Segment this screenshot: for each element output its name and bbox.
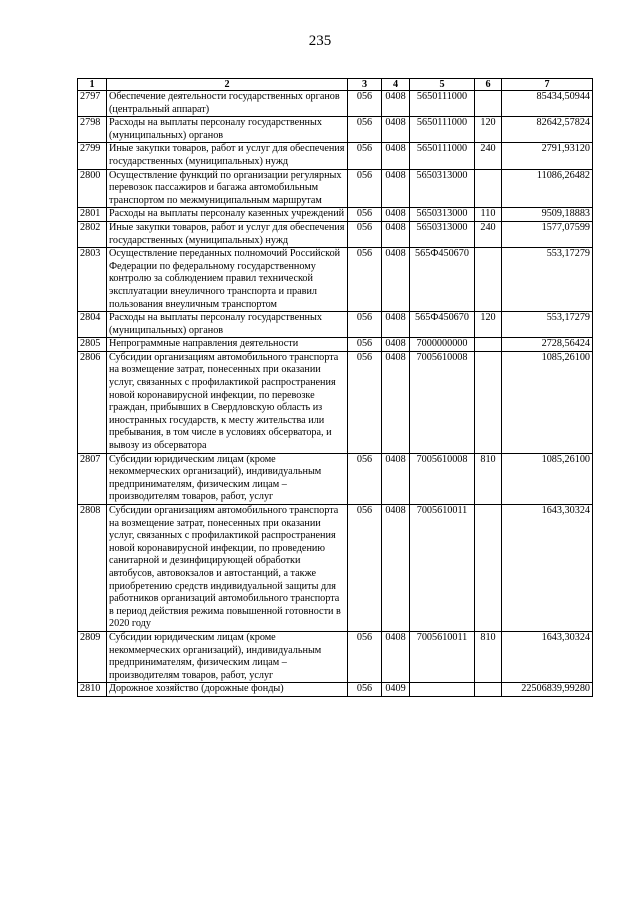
table-row [78, 351, 593, 453]
row-amount: 553,17279 [502, 312, 593, 338]
row-amount: 1577,07599 [502, 221, 593, 247]
row-section-code: 0408 [382, 505, 410, 632]
row-target-code: 7005610008 [410, 351, 475, 453]
row-amount: 22506839,99280 [502, 683, 593, 697]
row-section-code: 0408 [382, 631, 410, 682]
row-admin-code: 056 [348, 631, 382, 682]
table-row [78, 143, 593, 169]
row-admin-code: 056 [348, 351, 382, 453]
row-section-code: 0408 [382, 453, 410, 504]
row-section-code: 0408 [382, 117, 410, 143]
budget-table [77, 78, 593, 697]
row-expense-type [475, 683, 502, 697]
row-admin-code: 056 [348, 91, 382, 117]
row-admin-code: 056 [348, 208, 382, 222]
header-col-5: 5 [410, 79, 475, 91]
row-name: Иные закупки товаров, работ и услуг для обеспечения государственных (муниципальных) нужд [107, 143, 348, 169]
row-number: 2807 [78, 453, 107, 504]
row-name: Непрограммные направления деятельности [107, 338, 348, 352]
row-number: 2801 [78, 208, 107, 222]
row-name: Иные закупки товаров, работ и услуг для обеспечения государственных (муниципальных) нужд [107, 221, 348, 247]
row-admin-code: 056 [348, 221, 382, 247]
row-name: Обеспечение деятельности государственных органов (центральный аппарат) [107, 91, 348, 117]
row-number: 2804 [78, 312, 107, 338]
row-number: 2805 [78, 338, 107, 352]
row-expense-type: 110 [475, 208, 502, 222]
table-row [78, 117, 593, 143]
row-number: 2810 [78, 683, 107, 697]
row-amount: 553,17279 [502, 248, 593, 312]
row-admin-code: 056 [348, 169, 382, 208]
header-col-2: 2 [107, 79, 348, 91]
row-amount: 1085,26100 [502, 351, 593, 453]
row-number: 2800 [78, 169, 107, 208]
row-expense-type [475, 338, 502, 352]
row-expense-type [475, 351, 502, 453]
row-number: 2803 [78, 248, 107, 312]
row-expense-type: 810 [475, 453, 502, 504]
row-target-code: 7005610011 [410, 631, 475, 682]
row-section-code: 0408 [382, 351, 410, 453]
row-target-code: 5650111000 [410, 143, 475, 169]
row-target-code: 5650111000 [410, 91, 475, 117]
table-row [78, 312, 593, 338]
row-admin-code: 056 [348, 117, 382, 143]
row-number: 2802 [78, 221, 107, 247]
row-target-code: 5650111000 [410, 117, 475, 143]
row-name: Субсидии организациям автомобильного транспорта на возмещение затрат, понесенных при оказании услуг, связанных с профилактикой распространения новой коронавирусной инфекции, по проведению санитарной и дезинфицирующей обработки автобусов, автовокзалов и автостанций, а также приобретению средств индивидуальной защиты для работников организаций автомобильного транспорта в период действия режима повышенной готовности в 2020 году [107, 505, 348, 632]
header-col-4: 4 [382, 79, 410, 91]
table-row [78, 453, 593, 504]
row-amount: 2728,56424 [502, 338, 593, 352]
row-expense-type [475, 505, 502, 632]
row-name: Осуществление переданных полномочий Российской Федерации по федеральному государственному контролю за соблюдением правил технической эксплуатации внеуличного транспорта и правил пользования внеуличным транспортом [107, 248, 348, 312]
row-target-code: 565Ф450670 [410, 248, 475, 312]
row-target-code: 5650313000 [410, 208, 475, 222]
row-target-code: 7000000000 [410, 338, 475, 352]
table-row [78, 208, 593, 222]
row-number: 2799 [78, 143, 107, 169]
row-name: Субсидии юридическим лицам (кроме некоммерческих организаций), индивидуальным предпринимателям, физическим лицам – производителям товаров, работ, услуг [107, 631, 348, 682]
row-section-code: 0408 [382, 169, 410, 208]
row-section-code: 0408 [382, 221, 410, 247]
row-amount: 1643,30324 [502, 631, 593, 682]
row-admin-code: 056 [348, 683, 382, 697]
row-amount: 1085,26100 [502, 453, 593, 504]
header-col-6: 6 [475, 79, 502, 91]
row-number: 2809 [78, 631, 107, 682]
row-number: 2808 [78, 505, 107, 632]
row-name: Расходы на выплаты персоналу казенных учреждений [107, 208, 348, 222]
header-col-3: 3 [348, 79, 382, 91]
row-target-code: 565Ф450670 [410, 312, 475, 338]
row-name: Расходы на выплаты персоналу государственных (муниципальных) органов [107, 312, 348, 338]
row-amount: 1643,30324 [502, 505, 593, 632]
row-expense-type: 120 [475, 117, 502, 143]
row-expense-type: 240 [475, 143, 502, 169]
row-name: Субсидии организациям автомобильного транспорта на возмещение затрат, понесенных при оказании услуг, связанных с профилактикой распространения новой коронавирусной инфекции, по перевозке граждан, прибывших в Свердловскую область из иностранных государств, к месту жительства или пребывания, в том числе в условиях обсерватора, и вывозу из обсерватора [107, 351, 348, 453]
row-target-code: 7005610011 [410, 505, 475, 632]
row-section-code: 0408 [382, 91, 410, 117]
row-expense-type [475, 91, 502, 117]
table-row [78, 248, 593, 312]
row-amount: 85434,50944 [502, 91, 593, 117]
row-target-code: 5650313000 [410, 169, 475, 208]
row-amount: 82642,57824 [502, 117, 593, 143]
row-expense-type: 810 [475, 631, 502, 682]
row-section-code: 0408 [382, 208, 410, 222]
header-col-1: 1 [78, 79, 107, 91]
row-number: 2798 [78, 117, 107, 143]
header-row [78, 79, 593, 91]
row-target-code [410, 683, 475, 697]
row-number: 2806 [78, 351, 107, 453]
row-admin-code: 056 [348, 453, 382, 504]
header-col-7: 7 [502, 79, 593, 91]
row-expense-type: 120 [475, 312, 502, 338]
row-section-code: 0409 [382, 683, 410, 697]
row-name: Дорожное хозяйство (дорожные фонды) [107, 683, 348, 697]
table-row [78, 91, 593, 117]
table-row [78, 338, 593, 352]
row-section-code: 0408 [382, 338, 410, 352]
table-row [78, 631, 593, 682]
row-admin-code: 056 [348, 143, 382, 169]
row-amount: 9509,18883 [502, 208, 593, 222]
row-admin-code: 056 [348, 338, 382, 352]
row-name: Осуществление функций по организации регулярных перевозок пассажиров и багажа автомобильным транспортом по межмуниципальным маршрутам [107, 169, 348, 208]
row-amount: 2791,93120 [502, 143, 593, 169]
row-section-code: 0408 [382, 248, 410, 312]
row-target-code: 5650313000 [410, 221, 475, 247]
row-admin-code: 056 [348, 505, 382, 632]
row-expense-type [475, 169, 502, 208]
table-row [78, 221, 593, 247]
row-name: Субсидии юридическим лицам (кроме некоммерческих организаций), индивидуальным предпринимателям, физическим лицам – производителям товаров, работ, услуг [107, 453, 348, 504]
table-row [78, 683, 593, 697]
row-section-code: 0408 [382, 143, 410, 169]
row-amount: 11086,26482 [502, 169, 593, 208]
row-expense-type: 240 [475, 221, 502, 247]
row-admin-code: 056 [348, 312, 382, 338]
table-row [78, 505, 593, 632]
row-expense-type [475, 248, 502, 312]
page-number: 235 [308, 33, 332, 49]
row-target-code: 7005610008 [410, 453, 475, 504]
row-admin-code: 056 [348, 248, 382, 312]
row-section-code: 0408 [382, 312, 410, 338]
row-number: 2797 [78, 91, 107, 117]
row-name: Расходы на выплаты персоналу государственных (муниципальных) органов [107, 117, 348, 143]
table-row [78, 169, 593, 208]
